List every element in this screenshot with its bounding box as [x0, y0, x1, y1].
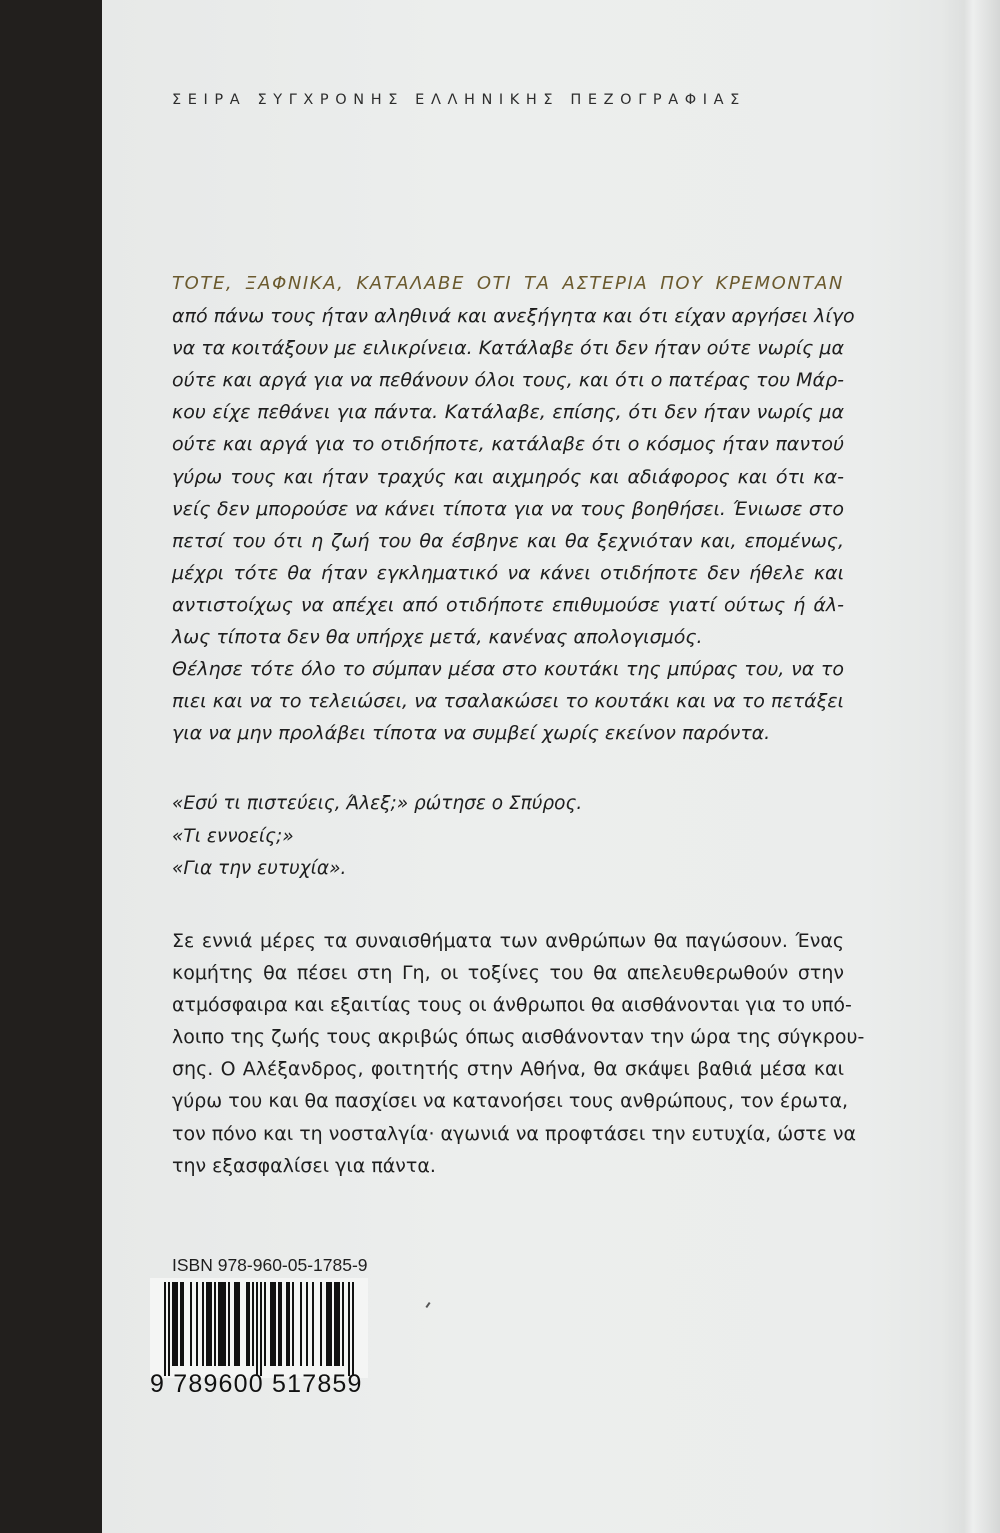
barcode-bar [292, 1282, 294, 1366]
barcode-bar [196, 1282, 198, 1366]
barcode-bar [208, 1282, 210, 1366]
barcode-bar [326, 1282, 328, 1366]
barcode-bar [190, 1282, 192, 1366]
excerpt-line: Θέλησε τότε όλο το σύμπαν μέσα στο κουτάκι της μπύρας του, να το [172, 658, 844, 681]
barcode-bar [286, 1282, 288, 1366]
blurb-line: κομήτης θα πέσει στη Γη, οι τοξίνες του θα απελευθερωθούν στην [172, 962, 844, 985]
blurb-line: τον πόνο και τη νοσταλγία· αγωνιά να προφτάσει την ευτυχία, ώστε να [172, 1122, 857, 1145]
barcode-bar [180, 1282, 182, 1366]
blurb-line: ατμόσφαιρα και εξαιτίας τους οι άνθρωποι θα αισθάνονται για το υπό- [172, 994, 852, 1017]
excerpt-line: από πάνω τους ήταν αληθινά και ανεξήγητα και ότι είχαν αργήσει λίγο [172, 305, 855, 328]
dialogue-line: «Για την ευτυχία». [172, 858, 347, 879]
blurb-line: σης. Ο Αλέξανδρος, φοιτητής στην Αθήνα, θα σκάψει βαθιά μέσα και [172, 1058, 844, 1081]
barcode-bar [342, 1282, 344, 1366]
barcode-bar [306, 1282, 308, 1366]
barcode-bar [206, 1282, 208, 1366]
excerpt-line: πιει και να το τελειώσει, να τσαλακώσει το κουτάκι και να το πετάξει [172, 690, 844, 713]
excerpt-line: αντιστοίχως να απέχει από οτιδήποτε επιθυμούσε γιατί ούτως ή άλ- [172, 593, 844, 616]
barcode-bar [172, 1282, 174, 1366]
barcode-bar [202, 1282, 204, 1366]
dialogue-line: «Τι εννοείς;» [172, 825, 294, 847]
excerpt-line: ούτε και αργά για το οτιδήποτε, κατάλαβε ότι ο κόσμος ήταν παντού [172, 433, 844, 456]
barcode-bar [348, 1282, 350, 1376]
barcode-bar [330, 1282, 332, 1366]
blurb-line: την εξασφαλίσει για πάντα. [172, 1154, 436, 1177]
barcode-bar [270, 1282, 272, 1366]
excerpt-line: νείς δεν μπορούσε να κάνει τίποτα για να τους βοηθήσει. Ένιωσε στο [172, 497, 844, 520]
barcode-bar [248, 1282, 250, 1366]
excerpt-block [172, 268, 855, 749]
isbn-label: ISBN 978-960-05-1785-9 [172, 1255, 368, 1275]
excerpt-line: γύρω τους και ήταν τραχύς και αιχμηρός και αδιάφορος και ότι κα- [172, 465, 844, 488]
blurb-line: Σε εννιά μέρες τα συναισθήματα των ανθρώπων θα παγώσουν. Ένας [172, 930, 844, 952]
barcode-bar [260, 1282, 262, 1376]
excerpt-lead: ΤΟΤΕ, ΞΑΦΝΙΚΑ, ΚΑΤΑΛΑΒΕ ΟΤΙ ΤΑ ΑΣΤΕΡΙΑ ΠΟΥ ΚΡΕΜΟΝΤΑΝ [172, 273, 844, 294]
blurb-block [172, 925, 865, 1182]
excerpt-line: μέχρι τότε θα ήταν εγκληματικό να κάνει οτιδήποτε δεν ήθελε και [172, 561, 844, 584]
barcode-bar [338, 1282, 340, 1366]
barcode-bar [256, 1282, 258, 1376]
barcode-bar [210, 1282, 212, 1366]
barcode-bar [280, 1282, 282, 1366]
barcode-bar [236, 1282, 238, 1366]
blurb-line: λοιπο της ζωής τους ακριβώς όπως αισθάνονταν την ώρα της σύγκρου- [172, 1026, 865, 1049]
barcode-bar [328, 1282, 330, 1366]
barcode [150, 1278, 368, 1378]
barcode-bars [150, 1278, 368, 1378]
barcode-bar [334, 1282, 336, 1366]
barcode-bar [174, 1282, 176, 1366]
barcode-bar [220, 1282, 222, 1366]
excerpt-line: πετσί του ότι η ζωή του θα έσβηνε και θα ξεχνιόταν και, επομένως, [172, 529, 844, 552]
barcode-bar [164, 1282, 166, 1376]
barcode-bar [224, 1282, 226, 1366]
blurb-line: γύρω του και θα πασχίσει να κατανοήσει τους ανθρώπους, τον έρωτα, [172, 1090, 849, 1113]
barcode-bar [264, 1282, 266, 1366]
barcode-bar [218, 1282, 220, 1366]
barcode-bar [176, 1282, 178, 1366]
dialogue-block [172, 788, 582, 886]
barcode-bar [352, 1282, 354, 1376]
barcode-bar [278, 1282, 280, 1366]
excerpt-line: κου είχε πεθάνει για πάντα. Κατάλαβε, επίσης, ότι δεν ήταν νωρίς μα [172, 401, 844, 424]
series-title: ΣΕΙΡΑ ΣΥΓΧΡΟΝΗΣ ΕΛΛΗΝΙΚΗΣ ΠΕΖΟΓΡΑΦΙΑΣ [172, 92, 746, 108]
barcode-bar [336, 1282, 338, 1366]
excerpt-line: για να μην προλάβει τίποτα να συμβεί χωρίς εκείνον παρόντα. [172, 722, 771, 745]
cover-edge-shading [940, 0, 1000, 1533]
barcode-bar [228, 1282, 230, 1366]
barcode-digits: 9 789600 517859 [150, 1370, 363, 1398]
excerpt-line: λως τίποτα δεν θα υπήρχε μετά, κανένας απολογισμός. [172, 626, 703, 649]
barcode-bar [312, 1282, 314, 1366]
barcode-bar [300, 1282, 302, 1366]
barcode-bar [246, 1282, 248, 1366]
barcode-bar [182, 1282, 184, 1366]
barcode-bar [320, 1282, 322, 1366]
barcode-bar [272, 1282, 274, 1366]
barcode-bar [214, 1282, 216, 1366]
barcode-bar [234, 1282, 236, 1366]
excerpt-line: ούτε και αργά για να πεθάνουν όλοι τους, και ότι ο πατέρας του Μάρ- [172, 369, 844, 392]
excerpt-line: να τα κοιτάξουν με ειλικρίνεια. Κατάλαβε ότι δεν ήταν ούτε νωρίς μα [172, 337, 844, 360]
barcode-bar [288, 1282, 290, 1366]
barcode-bar [252, 1282, 254, 1366]
barcode-bar [238, 1282, 240, 1366]
barcode-bar [274, 1282, 276, 1366]
barcode-bar [168, 1282, 170, 1376]
dialogue-line: «Εσύ τι πιστεύεις, Άλεξ;» ρώτησε ο Σπύρος. [172, 793, 583, 814]
barcode-bar [222, 1282, 224, 1366]
